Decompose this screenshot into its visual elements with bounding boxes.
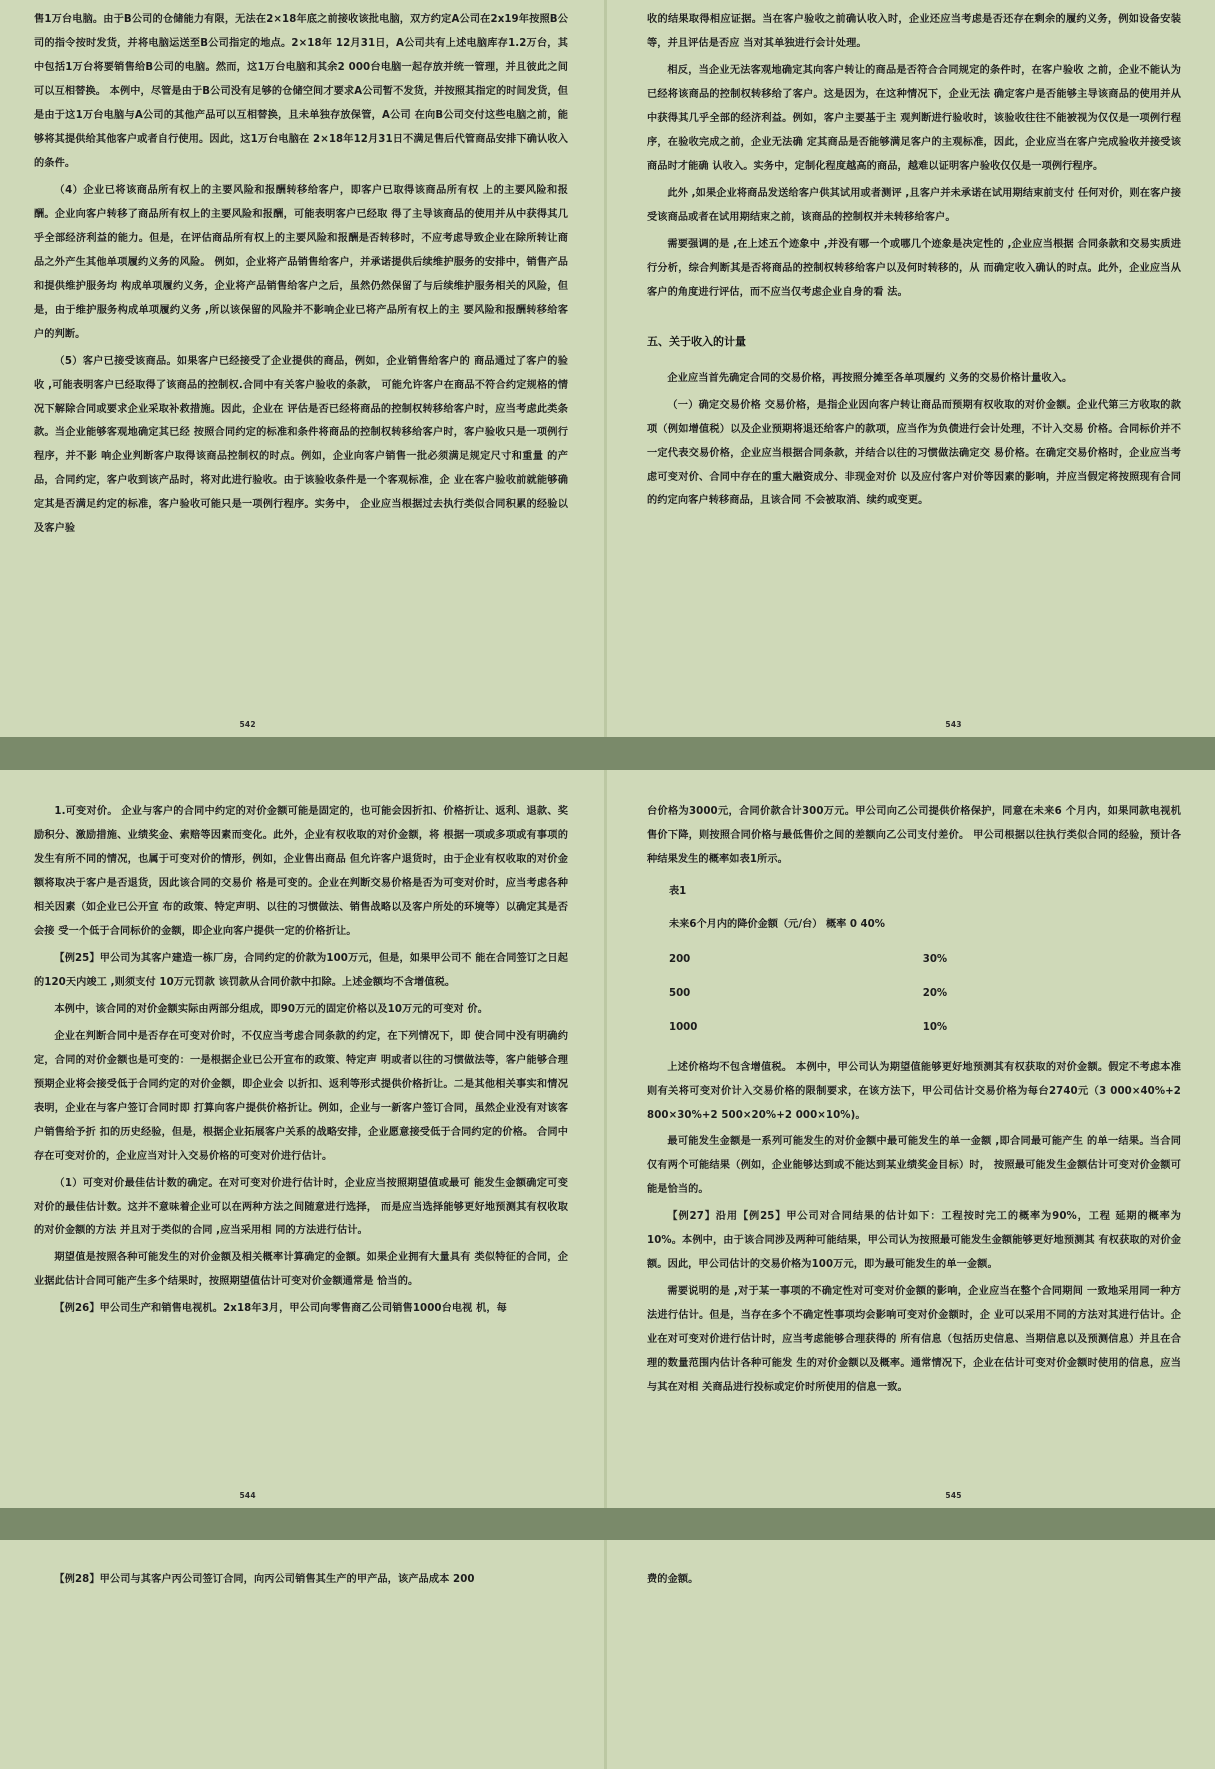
paragraph: 上述价格均不包含增值税。 本例中，甲公司认为期望值能够更好地预测其有权获取的对价金额。假定不考虑本准则有关将可变对价计入交易价格的限制要求，在该方法下，甲公司估计交易价格为每台2740元（3 000×40%+2 800×30%+2 500×20%+2 000×10%)。 (647, 1061, 1181, 1121)
page-545 (607, 770, 1215, 1508)
probability-table (669, 908, 1139, 1045)
page-number: 542 (239, 720, 256, 729)
page-543 (607, 0, 1215, 737)
table-header-row (669, 908, 1139, 942)
paragraph: （1）可变对价最佳估计数的确定。在对可变对价进行估计时，企业应当按照期望值或最可 能发生金额确定可变对价的最佳估计数。这并不意味着企业可以在两种方法之间随意进行选择， 而是应当选择能够更好地预测其有权收取的对价金额的方法 并且对于类似的合同 ,应当采用相 同的方法进行估计。 (34, 1177, 568, 1237)
paragraph: 售1万台电脑。由于B公司的仓储能力有限，无法在2×18年底之前接收该批电脑，双方约定A公司在2x19年按照B公司的指令按时发货，并将电脑运送至B公司指定的地点。2×18年 12月31日，A公司共有上述电脑库存1.2万台，其中包括1万台将要销售给B公司的电脑。然而，这1万台电脑和其余2 000台电脑一起存放并统一管理，并且彼此之间可以互相替换。 本例中，尽管是由于B公司没有足够的仓储空间才要求A公司暂不发货，并按照其指定的时间发货，但是由于这1万台电脑与A公司的其他产品可以互相替换，且未单独存放保管，A公司 在向B公司交付这些电脑之前，能够将其提供给其他客户或者自行使用。因此，这1万台电脑在 2×18年12月31日不满足售后代管商品安排下确认收入的条件。 (34, 14, 568, 169)
paragraph: 此外 ,如果企业将商品发送给客户供其试用或者测评 ,且客户并未承诺在试用期结束前支付 任何对价，则在客户接受该商品或者在试用期结束之前，该商品的控制权并未转移给客户。 (647, 187, 1181, 223)
page-spread-1 (0, 0, 1215, 737)
page-542 (0, 0, 604, 737)
paragraph: （5）客户已接受该商品。如果客户已经接受了企业提供的商品，例如，企业销售给客户的 商品通过了客户的验收 ,可能表明客户已经取得了该商品的控制权.合同中有关客户验收的条款， 可能允许客户在商品不符合约定规格的情况下解除合同或要求企业采取补救措施。因此，企业在 评估是否已经将商品的控制权转移给客户时，应当考虑此类条款。当企业能够客观地确定其已经 按照合同约定的标准和条件将商品的控制权转移给客户时，客户验收只是一项例行程序，并不影 响企业判断客户取得该商品控制权的时点。例如，企业向客户销售一批必须满足规定尺寸和重量 的产品，合同约定，客户收到该产品时，将对此进行验收。由于该验收条件是一个客观标准，企 业在客户验收前就能够确定其是否满足约定的标准，客户验收可能只是一项例行程序。实务中， 企业应当根据过去执行类似合同积累的经验以及客户验 (34, 355, 568, 535)
table-row (669, 977, 1139, 1011)
page-544 (0, 770, 604, 1508)
paragraph: 企业在判断合同中是否存在可变对价时，不仅应当考虑合同条款的约定，在下列情况下，即 使合同中没有明确约定，合同的对价金额也是可变的：一是根据企业已公开宣布的政策、特定声 明或者以往的习惯做法等，客户能够合理预期企业将会接受低于合同约定的对价金额，即企业会 以折扣、返利等形式提供价格折让。二是其他相关事实和情况表明，企业在与客户签订合同时即 打算向客户提供价格折让。例如，企业与一新客户签订合同，虽然企业没有对该客户销售给予折 扣的历史经验，但是，根据企业拓展客户关系的战略安排，企业愿意接受低于合同约定的价格。 合同中存在可变对价的，企业应当对计入交易价格的可变对价进行估计。 (34, 1030, 568, 1162)
page-number: 543 (945, 720, 962, 729)
table-cell-probability: 30% (922, 953, 948, 965)
table-row (669, 943, 1139, 977)
table-cell-probability: 20% (922, 987, 948, 999)
paragraph: 最可能发生金额是一系列可能发生的对价金额中最可能发生的单一金额 ,即合同最可能产生 的单一结果。当合同仅有两个可能结果（例如，企业能够达到或不能达到某业绩奖金目标）时， 按照最可能发生金额估计可变对价金额可能是恰当的。 (647, 1136, 1181, 1196)
paragraph: （一）确定交易价格 交易价格，是指企业因向客户转让商品而预期有权收取的对价金额。企业代第三方收取的款项（例如增值税）以及企业预期将退还给客户的款项，应当作为负债进行会计处理，不计入交易 价格。合同标价并不一定代表交易价格，企业应当根据合同条款，并结合以往的习惯做法确定交 易价格。在确定交易价格时，企业应当考虑可变对价、合同中存在的重大融资成分、非现金对价 以及应付客户对价等因素的影响，并应当假定将按照现有合同的约定向客户转移商品，且该合同 不会被取消、续约或变更。 (647, 399, 1181, 507)
paragraph: 收的结果取得相应证据。当在客户验收之前确认收入时，企业还应当考虑是否还存在剩余的履约义务，例如设备安装等，并且评估是否应 当对其单独进行会计处理。 (647, 14, 1181, 49)
table-cell-amount: 1000 (669, 1022, 698, 1034)
page-next-right (607, 1540, 1215, 1769)
paragraph: 相反，当企业无法客观地确定其向客户转让的商品是否符合合同规定的条件时，在客户验收 之前，企业不能认为已经将该商品的控制权转移给了客户。这是因为，在这种情况下，企业无法 确定客户是否能够主导该商品的使用并从中获得其几乎全部的经济利益。例如，客户主要基于主 观判断进行验收时，该验收往往不能被视为仅仅是一项例行程序，在验收完成之前，企业无法确 定其商品是否能够满足客户的主观标准，因此，企业应当在客户完成验收并接受该商品时才能确 认收入。实务中，定制化程度越高的商品，越难以证明客户验收仅仅是一项例行程序。 (647, 64, 1181, 172)
table-cell-probability: 10% (922, 1022, 948, 1034)
page-spread-2 (0, 770, 1215, 1508)
table-cell-amount: 200 (669, 953, 691, 965)
paragraph: 【例26】甲公司生产和销售电视机。2x18年3月，甲公司向零售商乙公司销售1000台电视 机，每 (54, 1303, 507, 1315)
table-caption: 表1 (669, 885, 687, 897)
paragraph: 台价格为3000元，合同价款合计300万元。甲公司向乙公司提供价格保护，同意在未来6 个月内，如果同款电视机售价下降，则按照合同价格与最低售价之间的差额向乙公司支付差价。 甲公司根据以往执行类似合同的经验，预计各种结果发生的概率如表1所示。 (647, 806, 1181, 865)
page-number: 545 (945, 1491, 962, 1500)
paragraph: 企业应当首先确定合同的交易价格，再按照分摊至各单项履约 义务的交易价格计量收入。 (667, 372, 1073, 384)
page-next-left (0, 1540, 604, 1769)
paragraph: 期望值是按照各种可能发生的对价金额及相关概率计算确定的金额。如果企业拥有大量具有 类似特征的合同，企业据此估计合同可能产生多个结果时，按照期望值估计可变对价金额通常是 恰当的。 (34, 1252, 568, 1288)
paragraph: 【例28】甲公司与其客户丙公司签订合同，向丙公司销售其生产的甲产品，该产品成本 200 (54, 1574, 475, 1585)
paragraph: 【例25】甲公司为其客户建造一栋厂房，合同约定的价款为100万元，但是，如果甲公司不 能在合同签订之日起的120天内竣工 ,则须支付 10万元罚款 该罚款从合同价款中扣除。上述金额均不含增值税。 (34, 952, 568, 988)
page-number: 544 (239, 1491, 256, 1500)
paragraph: 费的金额。 (647, 1574, 699, 1585)
paragraph: 1.可变对价。 企业与客户的合同中约定的对价金额可能是固定的，也可能会因折扣、价格折让、返利、退款、奖励积分、激励措施、业绩奖金、索赔等因素而变化。此外，企业有权收取的对价金额，将 根据一项或多项或有事项的发生有所不同的情况，也属于可变对价的情形，例如，企业售出商品 但允许客户退货时，由于企业有权收取的对价金额将取决于客户是否退货，因此该合同的交易价 格是可变的。企业在判断交易价格是否为可变对价时，应当考虑各种相关因素（如企业已公开宣 布的政策、特定声明、以往的习惯做法、销售战略以及客户所处的环境等）以确定其是否会接 受一个低于合同标价的金额，即企业向客户提供一定的价格折让。 (34, 806, 568, 937)
page-spread-3 (0, 1540, 1215, 1769)
paragraph: （4）企业已将该商品所有权上的主要风险和报酬转移给客户，即客户已取得该商品所有权 上的主要风险和报酬。企业向客户转移了商品所有权上的主要风险和报酬，可能表明客户已经取 得了主导该商品的使用并从中获得其几乎全部经济利益的能力。但是，在评估商品所有权上的主要风险和报酬是否转移时，不应考虑导致企业在除所转让商品之外产生其他单项履约义务的风险。 例如，企业将产品销售给客户，并承诺提供后续维护服务的安排中，销售产品和提供维护服务均 构成单项履约义务，企业将产品销售给客户之后，虽然仍然保留了与后续维护服务相关的风险，但是，由于维护服务构成单项履约义务 ,所以该保留的风险并不影响企业已将产品所有权上的主 要风险和报酬转移给客户的判断。 (34, 184, 568, 340)
table-cell-amount: 500 (669, 987, 691, 999)
table-row (669, 1011, 1139, 1045)
paragraph: 【例27】沿用【例25】甲公司对合同结果的估计如下：工程按时完工的概率为90%，工程 延期的概率为 10%。本例中，由于该合同涉及两种可能结果，甲公司认为按照最可能发生金额能够更好地预测其 有权获取的对价金额。因此，甲公司估计的交易价格为100万元，即为最可能发生的单一金额。 (647, 1211, 1181, 1271)
paragraph: 需要强调的是 ,在上述五个迹象中 ,并没有哪一个或哪几个迹象是决定性的 ,企业应当根据 合同条款和交易实质进行分析，综合判断其是否将商品的控制权转移给客户以及何时转移的，从 而确定收入确认的时点。此外，企业应当从客户的角度进行评估，而不应当仅考虑企业自身的看 法。 (647, 238, 1181, 298)
paragraph: 需要说明的是 ,对于某一事项的不确定性对可变对价金额的影响，企业应当在整个合同期间 一致地采用同一种方法进行估计。但是，当存在多个不确定性事项均会影响可变对价金额时，企 业可以采用不同的方法对其进行估计。企业在对可变对价进行估计时，应当考虑能够合理获得的 所有信息（包括历史信息、当期信息以及预测信息）并且在合理的数量范围内估计各种可能发 生的对价金额以及概率。通常情况下，企业在估计可变对价金额时使用的信息，应当与其在对相 关商品进行投标或定价时所使用的信息一致。 (647, 1286, 1181, 1394)
section-heading: 五、关于收入的计量 (647, 334, 746, 348)
table-header-cell: 未来6个月内的降价金额（元/台） 概率 0 40% (669, 919, 885, 931)
paragraph: 本例中，该合同的对价金额实际由两部分组成，即90万元的固定价格以及10万元的可变对 价。 (54, 1003, 488, 1015)
